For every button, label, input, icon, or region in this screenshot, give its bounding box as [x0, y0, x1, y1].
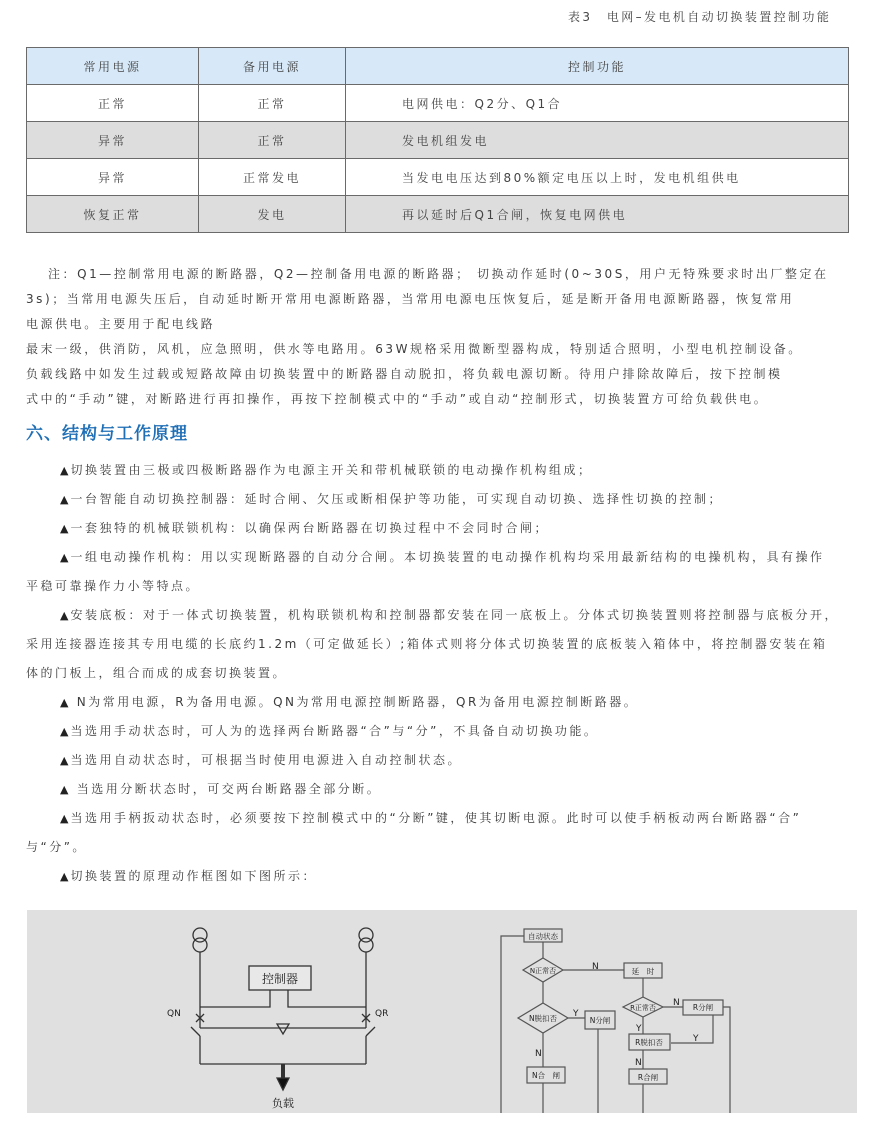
qr-label: QR: [375, 1009, 389, 1019]
bullet-continuation: [26, 630, 872, 659]
bullet-text: 当选用自动状态时，可根据当时使用电源进入自动控制状态。: [70, 753, 462, 767]
flow-label-no: N: [635, 1058, 642, 1068]
bullet-item: [26, 514, 872, 543]
note-line: 注：Q1—控制常用电源的断路器，Q2—控制备用电源的断路器； 切换动作延时(0~30S，用户无特殊要求时出厂整定在: [48, 267, 829, 281]
bullet-item: [26, 804, 872, 833]
cell-function: 发电机组发电: [346, 122, 849, 159]
cell-backup: 发电: [199, 196, 346, 233]
note-line: 3s)；当常用电源失压后，自动延时断开常用电源断路器，当常用电源电压恢复后，延是断开备用电源断路器，恢复常用: [26, 292, 795, 306]
flow-n-open: N分闸: [589, 1016, 611, 1025]
flow-n-trip: N脱扣否: [528, 1014, 558, 1023]
bullet-text: 切换装置的原理动作框图如下图所示：: [70, 869, 317, 883]
header-backup-power: 备用电源: [199, 48, 346, 85]
triangle-bullet-icon: ▲: [60, 493, 69, 506]
flow-label-no: N: [535, 1049, 542, 1059]
qn-label: QN: [167, 1009, 181, 1019]
body-line: 最末一级，供消防，风机，应急照明，供水等电路用。63W规格采用微断型器构成，特别适合照明，小型电机控制设备。: [26, 342, 803, 356]
cell-primary: 恢复正常: [27, 196, 199, 233]
triangle-bullet-icon: ▲: [60, 725, 69, 738]
triangle-bullet-icon: ▲: [60, 464, 69, 477]
bullet-text: 体的门板上，组合而成的成套切换装置。: [26, 666, 288, 680]
load-label: 负载: [272, 1097, 294, 1110]
triangle-bullet-icon: ▲: [60, 696, 69, 709]
bullet-item: [26, 717, 872, 746]
flow-auto: 自动状态: [528, 932, 558, 941]
load-arrow-icon: [277, 1078, 289, 1090]
cell-function: 电网供电：Q2分、Q1合: [346, 85, 849, 122]
bullet-text: 当选用分断状态时，可交两台断路器全部分断。: [70, 782, 382, 796]
header-primary-power: 常用电源: [27, 48, 199, 85]
bullet-item: [26, 688, 872, 717]
triangle-bullet-icon: ▲: [60, 870, 69, 883]
triangle-bullet-icon: ▲: [60, 754, 69, 767]
section-title: 六、结构与工作原理: [26, 424, 188, 444]
bullet-item: [26, 456, 872, 485]
figure-svg: [27, 910, 857, 1113]
bullet-list: [26, 456, 872, 891]
flow-label-no: N: [673, 998, 680, 1008]
bullet-continuation: [26, 833, 872, 862]
transformer-r-icon: [359, 938, 373, 952]
body-line: 负载线路中如发生过载或短路故障由切换装置中的断路器自动脱扣，将负载电源切断。待用户排除故障后，按下控制模: [26, 367, 783, 381]
controller-label: 控制器: [261, 972, 299, 986]
bullet-item: [26, 485, 872, 514]
cell-primary: 正常: [27, 85, 199, 122]
bullet-text: 一套独特的机械联锁机构：以确保两台断路器在切换过程中不会同时合闸；: [70, 521, 549, 535]
bullet-text: 安装底板：对于一体式切换装置，机构联锁机构和控制器都安装在同一底板上。分体式切换装置则将控制器与底板分开，: [70, 608, 839, 622]
triangle-bullet-icon: ▲: [60, 551, 69, 564]
triangle-bullet-icon: ▲: [60, 522, 69, 535]
cell-backup: 正常: [199, 85, 346, 122]
flow-r-normal: R正常否: [630, 1004, 656, 1012]
triangle-bullet-icon: ▲: [60, 783, 69, 796]
cell-backup: 正常发电: [199, 159, 346, 196]
table-note: [26, 262, 858, 412]
bullet-text: 与“分”。: [26, 840, 87, 854]
flow-r-close: R合闸: [637, 1073, 659, 1082]
bullet-text: 采用连接器连接其专用电缆的长底约1.2m（可定做延长）;箱体式则将分体式切换装置的底板装入箱体中，将控制器安装在箱: [26, 637, 828, 651]
switch-n: [191, 1027, 200, 1036]
table-row: [27, 122, 849, 159]
switch-r: [366, 1027, 375, 1036]
cell-function: 当发电电压达到80%额定电压以上时，发电机组供电: [346, 159, 849, 196]
bullet-item: [26, 775, 872, 804]
cell-primary: 异常: [27, 122, 199, 159]
table-row: [27, 196, 849, 233]
bullet-text: 切换装置由三极或四极断路器作为电源主开关和带机械联锁的电动操作机构组成；: [70, 463, 593, 477]
bullet-text: 平稳可靠操作力小等特点。: [26, 579, 201, 593]
table-row: [27, 159, 849, 196]
triangle-bullet-icon: ▲: [60, 609, 69, 622]
bullet-item: [26, 543, 872, 572]
cell-function: 再以延时后Q1合闸，恢复电网供电: [346, 196, 849, 233]
bullet-text: 当选用手柄扳动状态时，必须要按下控制模式中的“分断”键，使其切断电源。此时可以使手柄板动两台断路器“合”: [70, 811, 802, 825]
transformer-n-icon: [193, 938, 207, 952]
bullet-text: 一组电动操作机构：用以实现断路器的自动分合闸。本切换装置的电动操作机构均采用最新结构的电操机构，具有操作: [70, 550, 825, 564]
flow-delay: 延 时: [631, 967, 655, 976]
note-line: 电源供电。主要用于配电线路: [26, 317, 216, 331]
bullet-continuation: [26, 572, 872, 601]
bullet-item: [26, 601, 872, 630]
flow-n-normal: N正常否: [529, 967, 557, 975]
control-function-table: [26, 47, 849, 233]
bullet-text: N为常用电源，R为备用电源。QN为常用电源控制断路器，QR为备用电源控制断路器。: [70, 695, 639, 709]
circuit-diagram: [191, 928, 375, 1090]
bullet-text: 当选用手动状态时，可人为的选择两台断路器“合”与“分”，不具备自动切换功能。: [70, 724, 599, 738]
flow-r-trip: R脱扣否: [635, 1038, 663, 1047]
flow-label-yes: Y: [573, 1009, 579, 1019]
flow-label-no: N: [592, 962, 599, 972]
table-row: [27, 85, 849, 122]
flow-r-open: R分闸: [692, 1003, 714, 1012]
bullet-item: [26, 746, 872, 775]
bullet-text: 一台智能自动切换控制器：延时合闸、欠压或断相保护等功能，可实现自动切换、选择性切换的控制；: [70, 492, 723, 506]
interlock-triangle-icon: [277, 1024, 289, 1034]
cell-primary: 异常: [27, 159, 199, 196]
body-line: 式中的“手动”键，对断路进行再扣操作，再按下控制模式中的“手动”或自动“控制形式，切换装置方可给负载供电。: [26, 392, 769, 406]
bullet-continuation: [26, 659, 872, 688]
header-control-function: 控制功能: [346, 48, 849, 85]
cell-backup: 正常: [199, 122, 346, 159]
table-header-row: [27, 48, 849, 85]
triangle-bullet-icon: ▲: [60, 812, 69, 825]
table-caption: 表3 电网–发电机自动切换装置控制功能: [568, 10, 832, 24]
principle-figure: [27, 910, 857, 1113]
flow-n-close: N合 闸: [531, 1071, 561, 1080]
bullet-item: [26, 862, 872, 891]
flow-label-yes: Y: [693, 1034, 699, 1044]
flow-label-yes: Y: [636, 1024, 642, 1034]
